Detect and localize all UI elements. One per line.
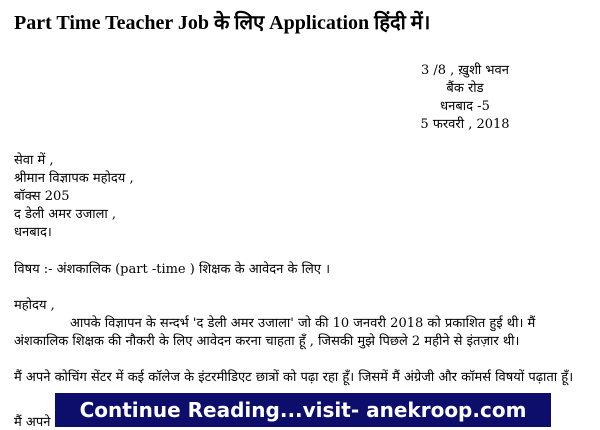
paragraph-1	[14, 315, 586, 351]
continue-reading-banner[interactable]	[55, 393, 551, 427]
paragraph-1-text: आपके विज्ञापन के सन्दर्भ 'द डेली अमर उजाला' जो की 10 जनवरी 2018 को प्रकाशित हुई थी। मैं अंशकालिक शिक्षक की नौकरी के लिए आवेदन करना चाहता हूँ , जिसकी मुझे पिछले 2 महीने से इंतज़ार थी।	[14, 316, 536, 349]
paragraph-2: मैं अपने कोचिंग सेंटर में कई कॉलेज के इंटरमीडिएट छात्रों को पढ़ा रहा हूँ। जिसमें मैं अंग्रेजी और कॉमर्स विषयों पढ़ाता हूँ।	[14, 370, 574, 385]
greeting: महोदय ,	[14, 298, 55, 313]
salutation-to: सेवा में ,	[14, 153, 54, 168]
document-title: Part Time Teacher Job के लिए Application हिंदी में।	[14, 12, 431, 34]
subject-line: विषय :- अंशकालिक (part -time ) शिक्षक के आवेदन के लिए ।	[14, 262, 331, 277]
recipient-line4: धनबाद।	[14, 225, 52, 240]
sender-address-line3: धनबाद -5	[440, 99, 490, 114]
recipient-line2: बॉक्स 205	[14, 189, 70, 204]
paragraph-3-cut: मैं अपने	[14, 415, 51, 430]
recipient-line1: श्रीमान विज्ञापक महोदय ,	[14, 171, 134, 186]
sender-address-line2: बैंक रोड	[446, 81, 484, 96]
sender-address-line1: 3 /8 , ख़ुशी भवन	[420, 63, 509, 78]
recipient-line3: द डेली अमर उजाला ,	[14, 207, 117, 222]
continue-reading-link[interactable]: Continue Reading...visit- anekroop.com	[79, 398, 527, 422]
letter-date: 5 फरवरी , 2018	[420, 117, 510, 132]
sender-address	[390, 62, 540, 134]
